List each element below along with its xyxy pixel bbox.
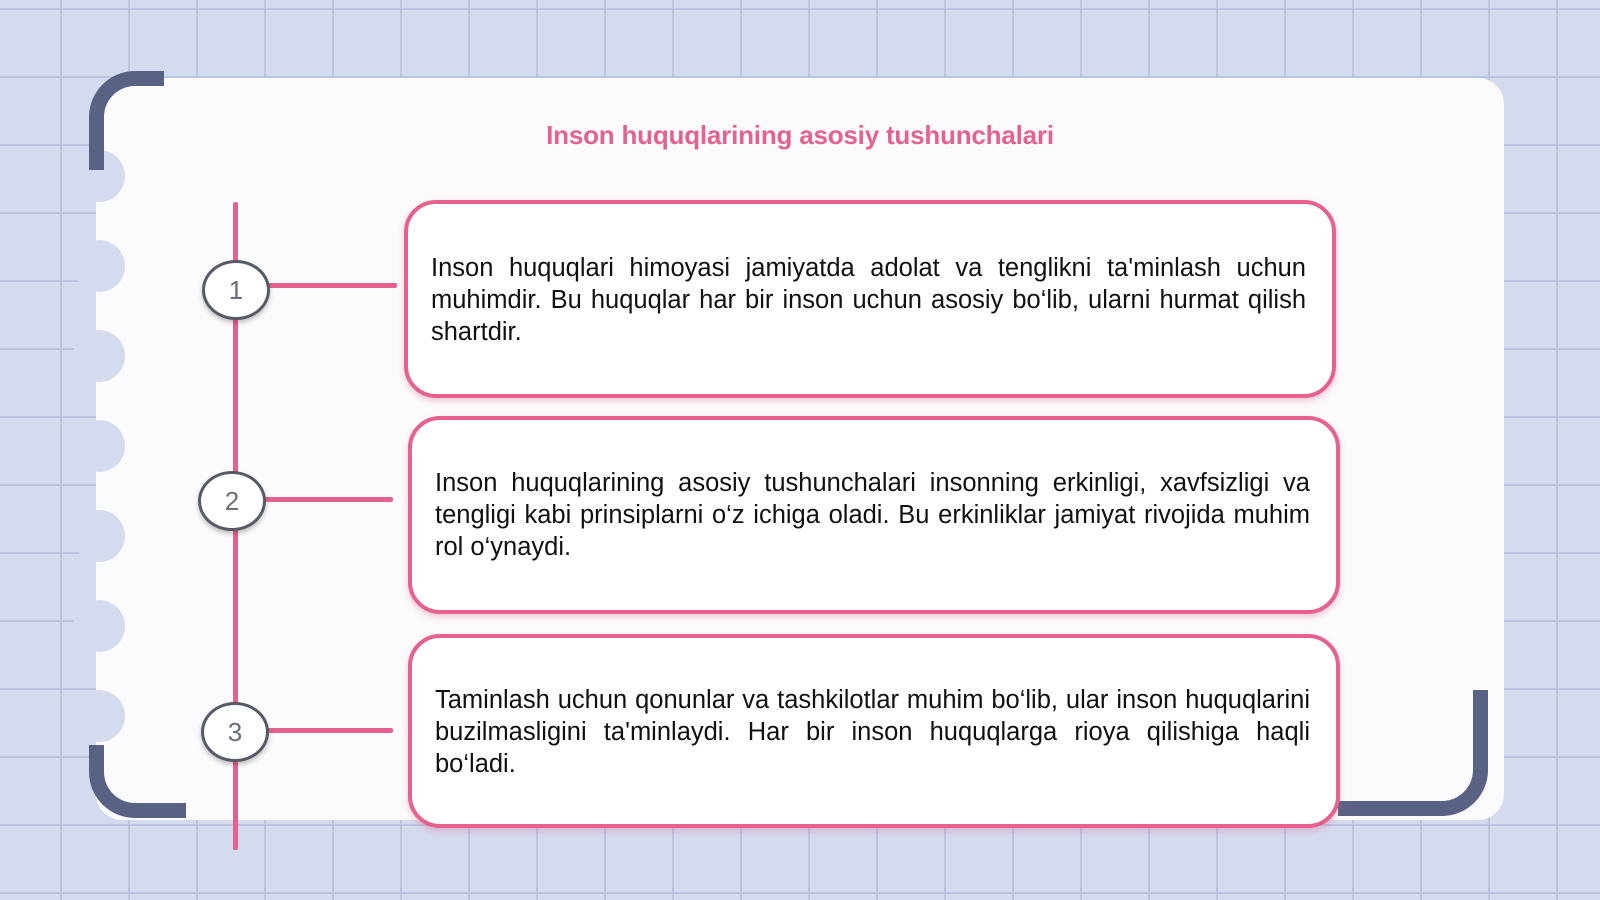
corner-bracket-top-left — [89, 71, 164, 170]
connector-line — [264, 283, 397, 288]
connector-line — [262, 497, 393, 502]
connector-line — [264, 728, 393, 733]
notebook-hole — [73, 600, 125, 652]
step-number-badge — [201, 702, 269, 762]
slide-title: Inson huquqlarining asosiy tushunchalari — [546, 120, 1054, 150]
step-number-badge — [202, 260, 270, 320]
notebook-hole — [73, 690, 125, 742]
notebook-hole — [73, 240, 125, 292]
text-box-content: Taminlash uchun qonunlar va tashkilotlar muhim bo‘lib, ular inson huquqlarini buzilmasligini ta'minlaydi. Har bir inson huquqlarga rioya qilishiga haqli bo‘ladi. — [435, 686, 1310, 778]
notebook-hole — [73, 420, 125, 472]
notebook-hole — [73, 330, 125, 382]
text-box-content: Inson huquqlari himoyasi jamiyatda adolat va tenglikni ta'minlash uchun muhimdir. Bu huquqlar har bir inson uchun asosiy bo‘lib, ularni hurmat qilish shartdir. — [431, 254, 1306, 346]
step-number: 3 — [227, 716, 243, 747]
text-box-content: Inson huquqlarining asosiy tushunchalari insonning erkinligi, xavfsizligi va tengligi kabi prinsiplarni o‘z ichiga oladi. Bu erkinliklar jamiyat rivojida muhim rol o‘ynaydi. — [435, 469, 1310, 561]
corner-bracket-bottom-right — [1338, 690, 1488, 816]
step-number: 1 — [228, 274, 244, 305]
step-number-badge — [198, 471, 266, 531]
notebook-hole — [73, 510, 125, 562]
step-number: 2 — [224, 485, 240, 516]
